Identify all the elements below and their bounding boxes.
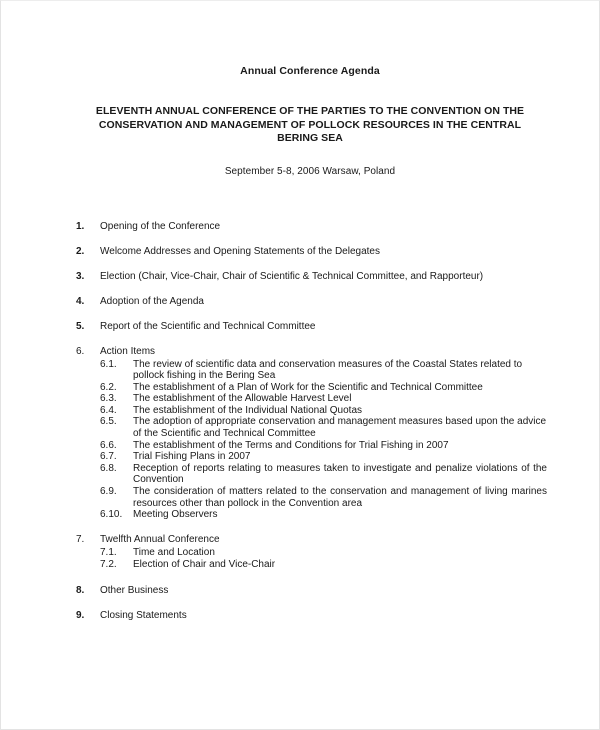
agenda-subitem-label: Time and Location [133, 546, 215, 558]
agenda-item-label: Report of the Scientific and Technical Committee [100, 320, 316, 332]
document-label: Annual Conference Agenda [240, 65, 380, 77]
agenda-item-label: Election (Chair, Vice-Chair, Chair of Scientific & Technical Committee, and Rapporteur) [100, 270, 484, 282]
agenda-subitem [100, 440, 547, 452]
agenda-item-number: 9. [76, 609, 85, 621]
agenda-item-label: Adoption of the Agenda [100, 295, 204, 307]
agenda-subitem-number: 7.2. [100, 559, 117, 571]
document-title: ELEVENTH ANNUAL CONFERENCE OF THE PARTIES TO THE CONVENTION ON THE CONSERVATION AND MANAGEMENT OF POLLOCK RESOURCES IN THE CENTRAL BERING SEA [95, 105, 525, 144]
agenda-item-number: 1. [76, 220, 85, 232]
agenda-subitem-label: Election of Chair and Vice-Chair [133, 559, 276, 571]
agenda-subitem [100, 559, 547, 571]
agenda-item [73, 321, 547, 333]
agenda-item-label: Action Items [100, 345, 156, 357]
agenda-subitem-label: Trial Fishing Plans in 2007 [133, 451, 251, 463]
agenda-subitem-list [100, 547, 547, 572]
agenda-subitem [100, 393, 547, 405]
agenda-item-label: Twelfth Annual Conference [100, 533, 220, 545]
agenda-subitem [100, 451, 547, 463]
agenda-item-label: Other Business [100, 584, 169, 596]
agenda-subitem-label: Meeting Observers [133, 509, 218, 521]
agenda-item-number: 8. [76, 584, 85, 596]
agenda-subitem-label: The establishment of the Terms and Conditions for Trial Fishing in 2007 [133, 439, 449, 451]
agenda-item-number: 4. [76, 295, 85, 307]
agenda-subitem-number: 6.8. [100, 462, 117, 474]
agenda-item [73, 246, 547, 258]
agenda-subitem [100, 382, 547, 394]
agenda-subitem-number: 6.3. [100, 393, 117, 405]
agenda-item-label: Closing Statements [100, 609, 187, 621]
agenda-item-action-items [73, 346, 547, 521]
document-subtitle: September 5-8, 2006 Warsaw, Poland [224, 165, 396, 177]
agenda-subitem-label: The review of scientific data and conservation measures of the Coastal States related to pollock fishing in the Bering Sea [133, 358, 523, 382]
agenda-item-twelfth-conference [73, 534, 547, 572]
agenda-list [73, 221, 547, 622]
agenda-subitem [100, 547, 547, 559]
agenda-subitem-number: 6.6. [100, 439, 117, 451]
agenda-subitem-list [100, 359, 547, 521]
agenda-item-label: Opening of the Conference [100, 220, 221, 232]
agenda-item-number: 6. [76, 345, 85, 357]
agenda-subitem-label: The establishment of the Allowable Harvest Level [133, 393, 352, 405]
agenda-item [73, 296, 547, 308]
agenda-subitem-number: 6.1. [100, 358, 117, 370]
agenda-subitem-number: 6.7. [100, 451, 117, 463]
document-body [73, 65, 547, 622]
agenda-subitem-label: The adoption of appropriate conservation and management measures based upon the advice of the Scientific and Technical Committee [133, 416, 547, 440]
agenda-item-number: 5. [76, 320, 85, 332]
agenda-subitem [100, 486, 547, 509]
agenda-subitem [100, 405, 547, 417]
agenda-subitem-label: The establishment of a Plan of Work for the Scientific and Technical Committee [133, 381, 483, 393]
agenda-subitem-number: 7.1. [100, 546, 117, 558]
agenda-subitem-label: Reception of reports relating to measures taken to investigate and penalize violations of the Convention [133, 462, 547, 486]
agenda-item-label: Welcome Addresses and Opening Statements of the Delegates [100, 245, 380, 257]
agenda-subitem [100, 359, 547, 382]
agenda-item-number: 7. [76, 533, 85, 545]
agenda-subitem-label: The consideration of matters related to the conservation and management of living marines resources other than pollock in the Convention area [133, 486, 547, 509]
agenda-subitem-number: 6.2. [100, 381, 117, 393]
agenda-subitem [100, 463, 547, 486]
agenda-item [73, 271, 547, 283]
agenda-item [73, 585, 547, 597]
agenda-item-number: 3. [76, 270, 85, 282]
agenda-item [73, 610, 547, 622]
agenda-item-number: 2. [76, 245, 85, 257]
agenda-subitem [100, 416, 547, 439]
agenda-subitem-number: 6.4. [100, 404, 117, 416]
agenda-subitem [100, 509, 547, 521]
agenda-subitem-label: The establishment of the Individual National Quotas [133, 404, 363, 416]
agenda-subitem-number: 6.10. [100, 509, 123, 521]
agenda-subitem-number: 6.9. [100, 486, 117, 498]
agenda-subitem-number: 6.5. [100, 416, 117, 428]
agenda-item [73, 221, 547, 233]
